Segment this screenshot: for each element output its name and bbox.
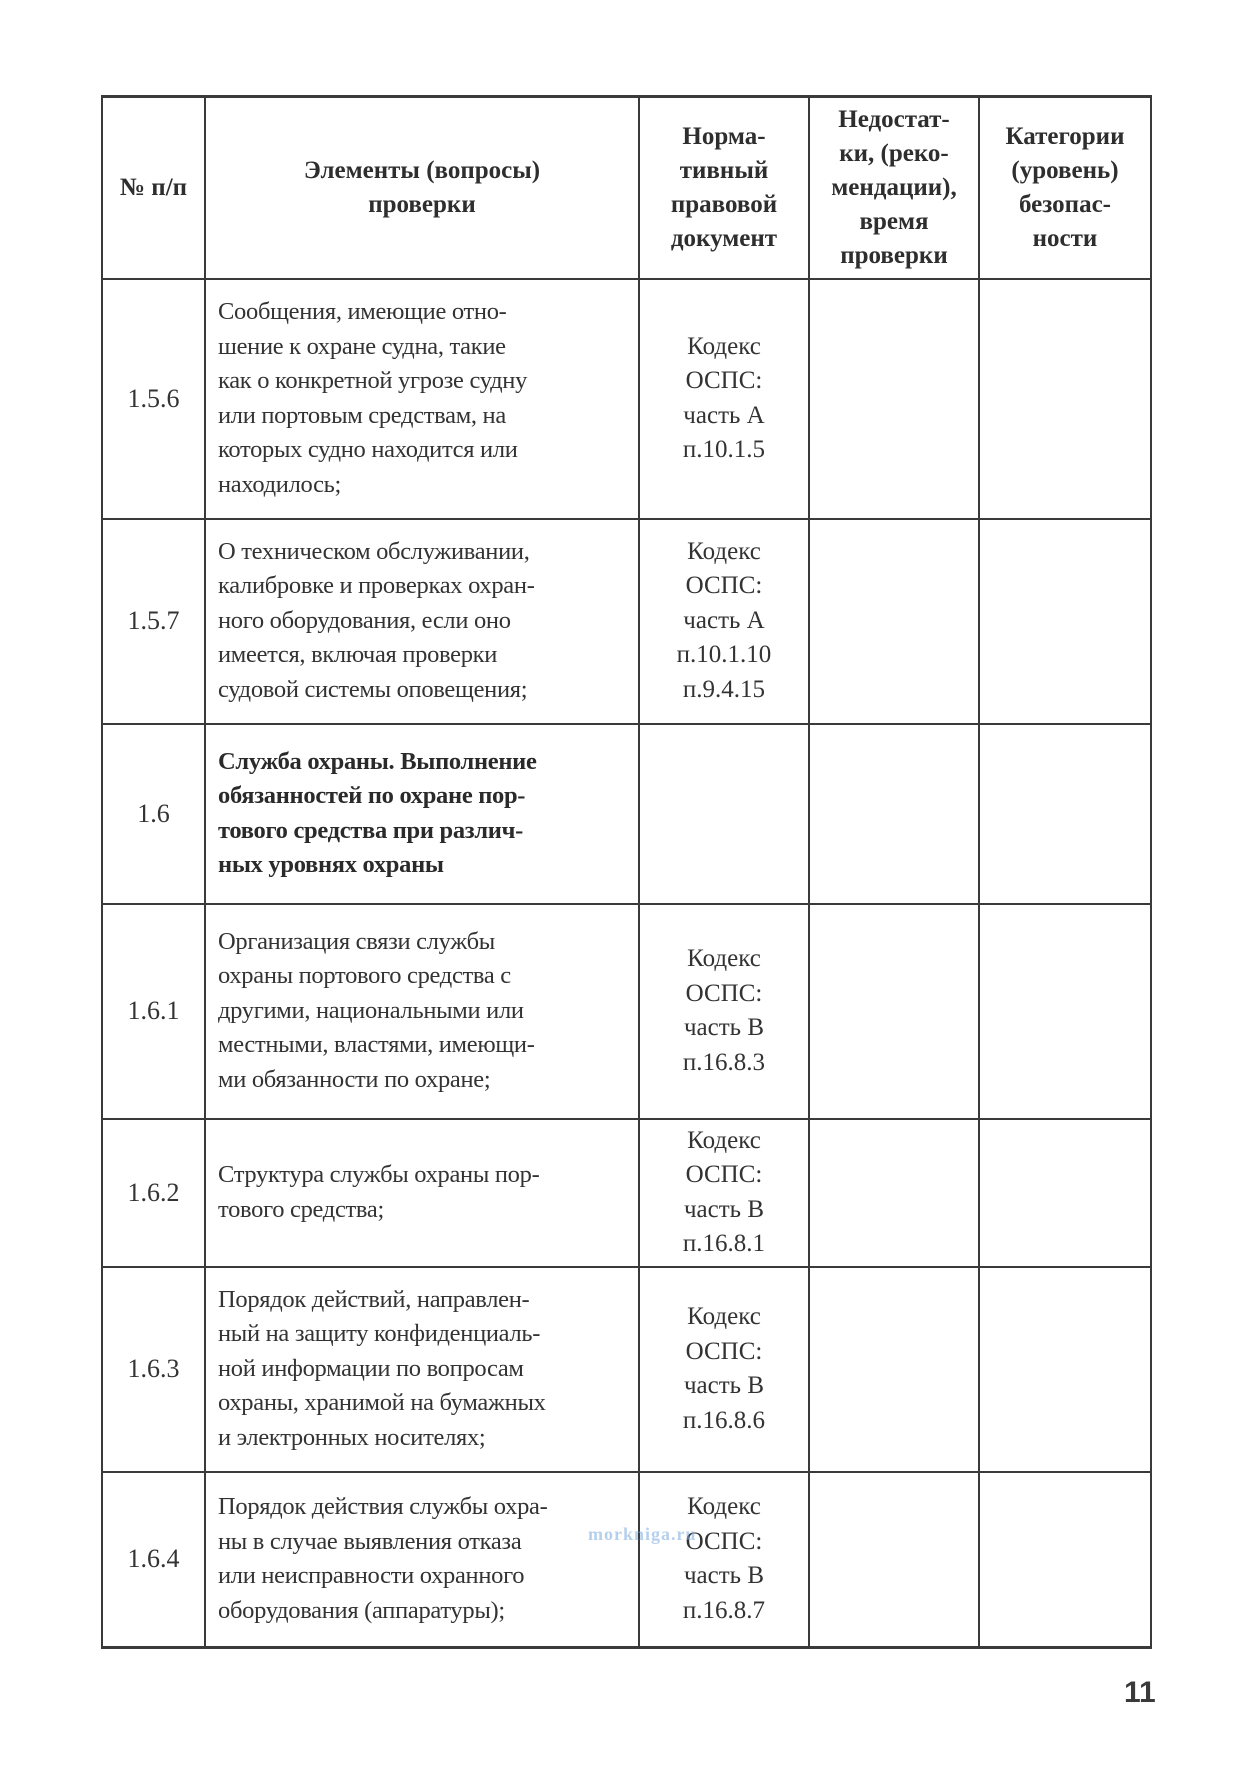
text-line: ки, (реко- <box>839 139 949 167</box>
text-line: ОСПС: <box>685 1337 763 1365</box>
row-deficiencies <box>809 279 979 519</box>
header-normative-document <box>639 97 809 279</box>
row-element <box>205 1267 639 1472</box>
text-line: калибровке и проверках охран- <box>218 572 535 600</box>
row-number: 1.6 <box>102 724 205 904</box>
row-document <box>639 519 809 724</box>
text-line: Категории <box>1005 122 1125 150</box>
text-line: имеется, включая проверки <box>218 641 498 669</box>
text-line: Кодекс <box>687 945 761 972</box>
table-row <box>102 1472 1151 1648</box>
text-line: Организация связи службы <box>218 927 495 955</box>
text-line: часть В <box>683 1195 765 1223</box>
row-document <box>639 1119 809 1267</box>
row-category <box>979 279 1151 519</box>
text-line: проверки <box>840 241 948 269</box>
row-category <box>979 904 1151 1119</box>
text-line: ной информации по вопросам <box>218 1354 524 1382</box>
text-line: тового средства при различ- <box>218 816 523 844</box>
text-line: Кодекс <box>687 332 761 360</box>
table-header-row <box>102 97 1151 279</box>
text-line: мендации), <box>831 173 957 201</box>
table-row-section <box>102 724 1151 904</box>
watermark: morkniga.ru <box>588 1524 697 1544</box>
row-category <box>979 724 1151 904</box>
text-line: Кодекс <box>687 1126 761 1154</box>
text-line: безопас- <box>1019 190 1111 218</box>
text-line: Кодекс <box>687 1303 761 1330</box>
table-row <box>102 1119 1151 1267</box>
table-row <box>102 1267 1151 1472</box>
text-line: ны в случае выявления отказа <box>218 1527 522 1555</box>
row-deficiencies <box>809 1119 979 1267</box>
text-line: Кодекс <box>687 1493 761 1521</box>
row-element <box>205 724 639 904</box>
text-line: Норма- <box>682 122 766 150</box>
row-document <box>639 1472 809 1648</box>
row-category <box>979 1267 1151 1472</box>
inspection-checklist-table <box>101 95 1152 1649</box>
header-security-category <box>979 97 1151 279</box>
row-deficiencies <box>809 519 979 724</box>
row-category <box>979 1119 1151 1267</box>
text-line: О техническом обслуживании, <box>218 537 530 565</box>
text-line: (уровень) <box>1011 156 1119 184</box>
row-document <box>639 724 809 904</box>
text-line: часть В <box>683 1014 765 1041</box>
text-line: ОСПС: <box>685 572 763 600</box>
row-element <box>205 519 639 724</box>
text-line: часть В <box>683 1372 765 1399</box>
text-line: ОСПС: <box>685 979 763 1007</box>
text-line: п.10.1.5 <box>682 436 766 463</box>
header-elements <box>205 97 639 279</box>
text-line: обязанностей по охране пор- <box>218 782 526 809</box>
text-line: или портовым средствам, на <box>218 401 506 429</box>
text-line: правовой <box>670 190 778 218</box>
text-line: шение к охране судна, такие <box>218 332 506 360</box>
row-category <box>979 1472 1151 1648</box>
row-category <box>979 519 1151 724</box>
text-line: Порядок действий, направлен- <box>218 1285 530 1313</box>
text-line: п.16.8.3 <box>682 1048 766 1076</box>
text-line: п.16.8.7 <box>682 1596 766 1624</box>
text-line: Недостат- <box>838 105 950 133</box>
text-line: часть А <box>683 606 765 634</box>
text-line: № п/п <box>119 173 188 201</box>
text-line: и электронных носителях; <box>218 1423 486 1451</box>
text-line: Структура службы охраны пор- <box>218 1161 540 1188</box>
row-element <box>205 279 639 519</box>
text-line: местными, властями, имеющи- <box>218 1031 535 1059</box>
text-line: охраны, хранимой на бумажных <box>218 1389 546 1417</box>
text-line: Кодекс <box>687 537 761 565</box>
text-line: ного оборудования, если оно <box>218 606 511 634</box>
header-deficiencies <box>809 97 979 279</box>
row-number: 1.5.6 <box>102 279 205 519</box>
row-number: 1.6.4 <box>102 1472 205 1648</box>
row-deficiencies <box>809 724 979 904</box>
text-line: находилось; <box>218 470 342 498</box>
text-line: п.16.8.6 <box>682 1406 766 1434</box>
table-row <box>102 519 1151 724</box>
text-line: Порядок действия службы охра- <box>218 1493 548 1521</box>
text-line: документ <box>670 224 778 252</box>
text-line: или неисправности охранного <box>218 1562 525 1590</box>
text-line: тивный <box>679 156 769 184</box>
text-line: охраны портового средства с <box>218 962 511 990</box>
text-line: ОСПС: <box>685 1527 763 1555</box>
text-line: другими, национальными или <box>218 996 524 1024</box>
text-line: ми обязанности по охране; <box>218 1065 491 1093</box>
text-line: ОСПС: <box>685 367 763 394</box>
text-line: тового средства; <box>218 1195 384 1223</box>
text-line: оборудования (аппаратуры); <box>218 1596 505 1624</box>
text-line: п.9.4.15 <box>682 675 766 703</box>
row-document <box>639 904 809 1119</box>
text-line: Служба охраны. Выполнение <box>218 747 537 775</box>
text-line: ОСПС: <box>685 1161 763 1188</box>
row-element <box>205 904 639 1119</box>
text-line: время <box>859 207 929 235</box>
row-element <box>205 1119 639 1267</box>
row-number: 1.6.3 <box>102 1267 205 1472</box>
text-line: ный на защиту конфиденциаль- <box>218 1320 541 1348</box>
row-element <box>205 1472 639 1648</box>
text-line: часть А <box>683 401 765 429</box>
text-line: часть В <box>683 1562 765 1590</box>
table-row <box>102 904 1151 1119</box>
row-number: 1.6.1 <box>102 904 205 1119</box>
text-line: проверки <box>368 190 476 218</box>
text-line: Сообщения, имеющие отно- <box>218 298 507 325</box>
table-row <box>102 279 1151 519</box>
text-line: ных уровнях охраны <box>218 851 444 878</box>
row-number: 1.5.7 <box>102 519 205 724</box>
text-line: ности <box>1032 224 1098 252</box>
row-document <box>639 279 809 519</box>
page-number: 11 <box>1124 1676 1156 1709</box>
text-line: Элементы (вопросы) <box>303 156 541 184</box>
text-line: которых судно находится или <box>218 436 518 463</box>
row-deficiencies <box>809 904 979 1119</box>
row-deficiencies <box>809 1472 979 1648</box>
row-document <box>639 1267 809 1472</box>
row-deficiencies <box>809 1267 979 1472</box>
text-line: п.10.1.10 <box>676 641 772 669</box>
row-number: 1.6.2 <box>102 1119 205 1267</box>
text-line: судовой системы оповещения; <box>218 675 528 703</box>
text-line: как о конкретной угрозе судну <box>218 367 528 394</box>
text-line: п.16.8.1 <box>682 1230 766 1257</box>
header-number <box>102 97 205 279</box>
